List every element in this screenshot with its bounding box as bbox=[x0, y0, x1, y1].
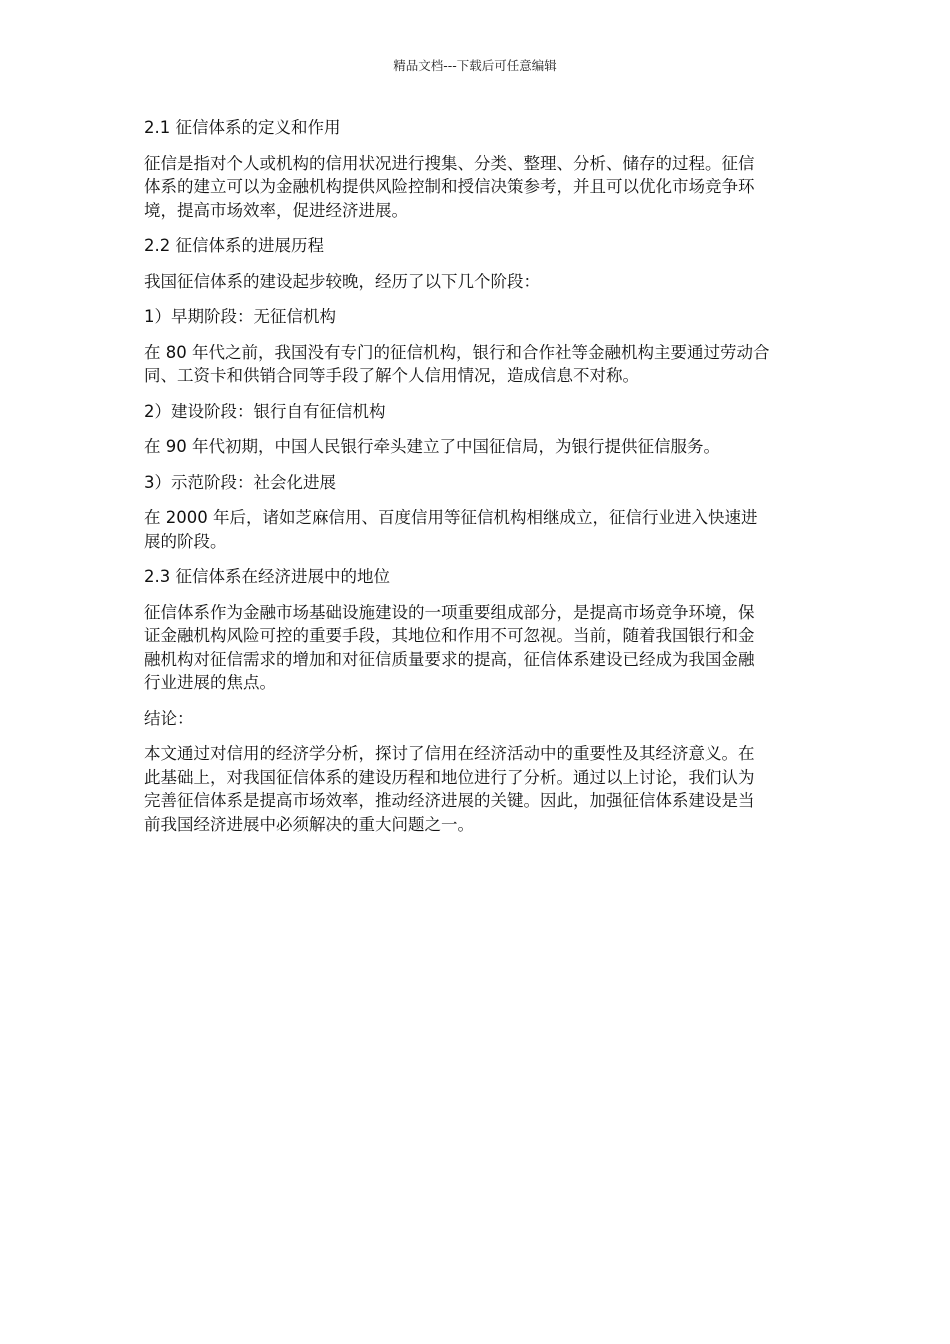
text-line: 境，提高市场效率，促进经济进展。 bbox=[144, 200, 408, 220]
text-line: 同、工资卡和供销合同等手段了解个人信用情况，造成信息不对称。 bbox=[144, 366, 639, 385]
text-line: 征信是指对个人或机构的信用状况进行搜集、分类、整理、分析、储存的过程。征信 bbox=[144, 153, 755, 173]
text-line: 2）建设阶段：银行自有征信机构 bbox=[144, 401, 386, 421]
conclusion-heading bbox=[144, 707, 808, 731]
stage-heading-construction bbox=[144, 400, 808, 424]
section-heading-2-3 bbox=[144, 565, 808, 589]
text-line: 此基础上，对我国征信体系的建设历程和地位进行了分析。通过以上讨论，我们认为 bbox=[144, 767, 755, 787]
text-line: 融机构对征信需求的增加和对征信质量要求的提高，征信体系建设已经成为我国金融 bbox=[144, 649, 755, 669]
text-line: 在 2000 年后，诸如芝麻信用、百度信用等征信机构相继成立，征信行业进入快速进 bbox=[144, 508, 758, 527]
text-line: 在 90 年代初期，中国人民银行牵头建立了中国征信局，为银行提供征信服务。 bbox=[144, 437, 720, 456]
paragraph-conclusion bbox=[144, 742, 808, 836]
stage-heading-early bbox=[144, 305, 808, 329]
stage-heading-demonstration bbox=[144, 471, 808, 495]
text-line: 前我国经济进展中必须解决的重大问题之一。 bbox=[144, 814, 474, 834]
document-body bbox=[144, 116, 808, 848]
page-header: 精品文档---下载后可任意编辑 bbox=[393, 58, 557, 73]
text-line: 1）早期阶段：无征信机构 bbox=[144, 307, 336, 326]
text-line: 证金融机构风险可控的重要手段，其地位和作用不可忽视。当前，随着我国银行和金 bbox=[144, 626, 755, 645]
paragraph-demonstration-stage bbox=[144, 506, 808, 553]
text-line: 我国征信体系的建设起步较晚，经历了以下几个阶段： bbox=[144, 271, 540, 291]
text-line: 结论： bbox=[144, 708, 194, 728]
text-line: 在 80 年代之前，我国没有专门的征信机构，银行和合作社等金融机构主要通过劳动合 bbox=[144, 342, 770, 362]
text-line: 2.3 征信体系在经济进展中的地位 bbox=[144, 567, 390, 586]
text-line: 完善征信体系是提高市场效率，推动经济进展的关键。因此，加强征信体系建设是当 bbox=[144, 791, 755, 810]
section-heading-2-2 bbox=[144, 234, 808, 258]
text-line: 行业进展的焦点。 bbox=[144, 673, 276, 692]
text-line: 征信体系作为金融市场基础设施建设的一项重要组成部分，是提高市场竞争环境，保 bbox=[144, 602, 755, 622]
text-line: 2.2 征信体系的进展历程 bbox=[144, 236, 324, 255]
text-line: 本文通过对信用的经济学分析，探讨了信用在经济活动中的重要性及其经济意义。在 bbox=[144, 744, 755, 763]
section-heading-2-1 bbox=[144, 116, 808, 140]
text-line: 2.1 征信体系的定义和作用 bbox=[144, 118, 341, 137]
paragraph-status bbox=[144, 601, 808, 695]
paragraph-early-stage bbox=[144, 341, 808, 388]
text-line: 3）示范阶段：社会化进展 bbox=[144, 472, 336, 492]
paragraph-definition bbox=[144, 152, 808, 223]
paragraph-construction-stage bbox=[144, 435, 808, 459]
text-line: 展的阶段。 bbox=[144, 531, 227, 551]
paragraph-stages-intro bbox=[144, 270, 808, 294]
text-line: 体系的建立可以为金融机构提供风险控制和授信决策参考，并且可以优化市场竞争环 bbox=[144, 177, 755, 196]
